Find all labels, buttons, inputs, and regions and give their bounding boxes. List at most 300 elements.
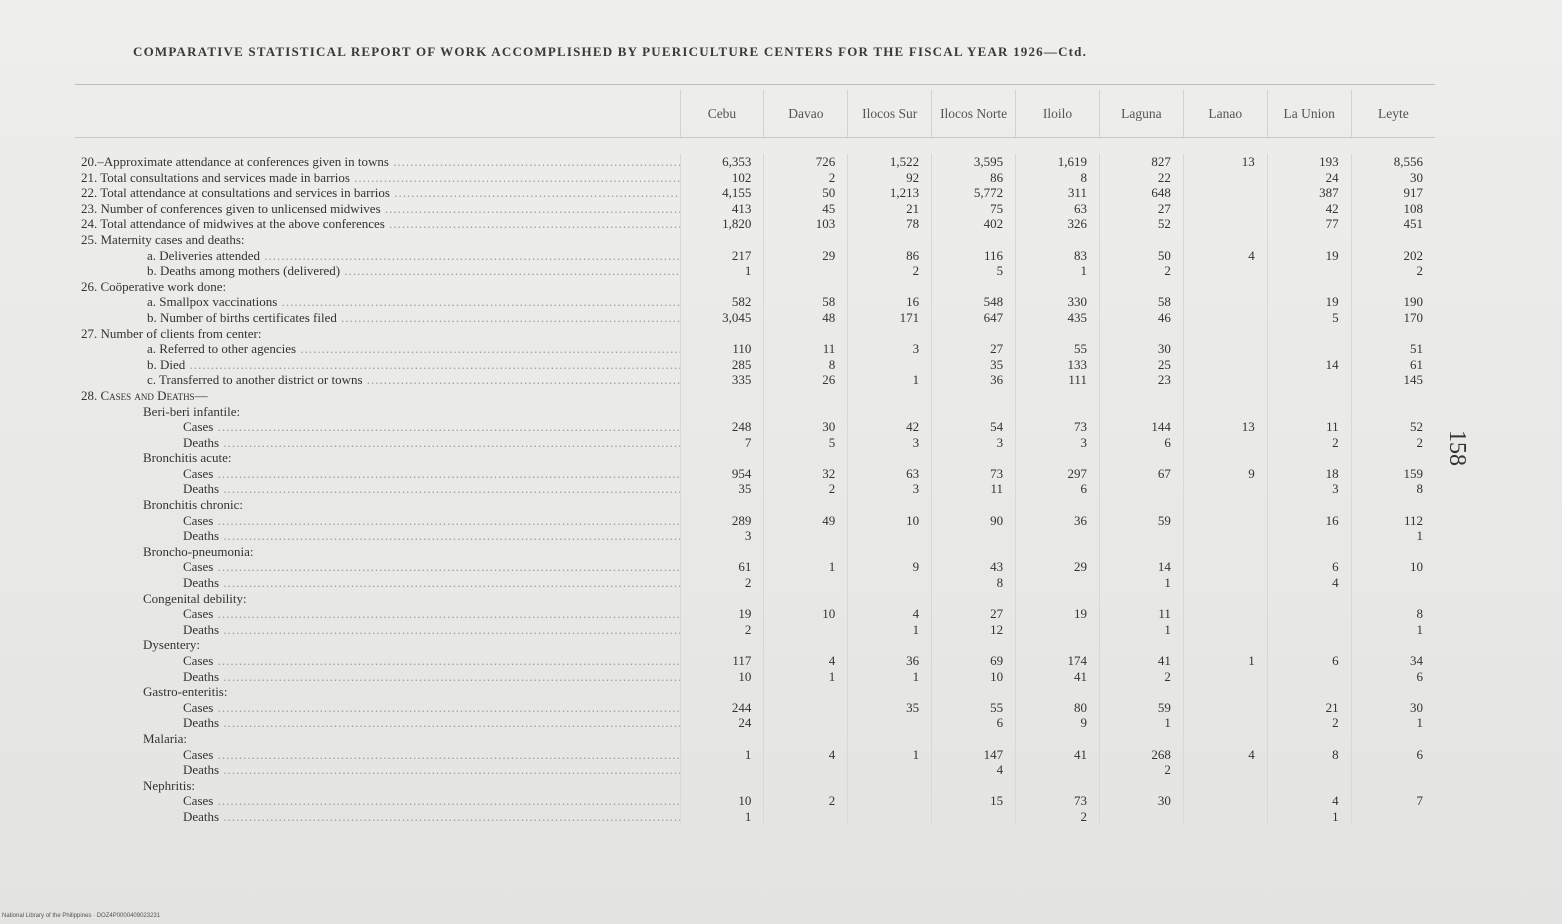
value-cell — [1267, 388, 1351, 404]
value-cell — [1099, 404, 1183, 420]
value-cell: 1 — [1183, 653, 1267, 669]
table-row — [75, 326, 1435, 342]
value-cell — [1351, 684, 1435, 700]
value-cell: 19 — [1016, 606, 1100, 622]
value-cell: 23 — [1099, 372, 1183, 388]
table-row — [75, 793, 1435, 809]
value-cell — [1267, 606, 1351, 622]
row-label-text: Cases ..... — [183, 700, 680, 715]
value-cell — [1016, 326, 1100, 342]
value-cell: 11 — [1267, 419, 1351, 435]
value-cell — [764, 684, 848, 700]
value-cell — [932, 544, 1016, 560]
value-cell: 1 — [848, 669, 932, 685]
value-cell: 14 — [1267, 357, 1351, 373]
row-label-text: a. Smallpox vaccinations ..... — [147, 294, 680, 309]
value-cell: 548 — [932, 294, 1016, 310]
value-cell — [1099, 637, 1183, 653]
value-cell: 50 — [1099, 248, 1183, 264]
value-cell: 19 — [1267, 248, 1351, 264]
value-cell — [848, 715, 932, 731]
table-row — [75, 154, 1435, 170]
value-cell — [1351, 497, 1435, 513]
value-cell — [932, 497, 1016, 513]
value-cell — [1183, 170, 1267, 186]
value-cell — [1016, 232, 1100, 248]
value-cell — [1267, 762, 1351, 778]
row-label — [75, 326, 680, 342]
row-label — [75, 622, 680, 638]
table-row — [75, 559, 1435, 575]
value-cell: 73 — [1016, 419, 1100, 435]
row-label — [75, 591, 680, 607]
row-label-text: Cases ..... — [183, 466, 680, 481]
value-cell — [848, 778, 932, 794]
value-cell: 9 — [1183, 466, 1267, 482]
row-label-text: Cases ..... — [183, 653, 680, 668]
value-cell: 58 — [764, 294, 848, 310]
row-label-text: b. Died ..... — [147, 357, 680, 372]
value-cell — [1016, 497, 1100, 513]
value-cell — [1183, 388, 1267, 404]
value-cell — [680, 762, 764, 778]
value-cell — [848, 497, 932, 513]
table-row — [75, 481, 1435, 497]
value-cell: 29 — [1016, 559, 1100, 575]
row-label-text: Deaths ..... — [183, 575, 680, 590]
table-body — [75, 154, 1435, 825]
table-row — [75, 294, 1435, 310]
value-cell: 61 — [1351, 357, 1435, 373]
value-cell — [932, 778, 1016, 794]
table-row — [75, 248, 1435, 264]
value-cell: 1 — [848, 372, 932, 388]
value-cell — [1016, 622, 1100, 638]
value-cell: 21 — [848, 201, 932, 217]
table-row — [75, 497, 1435, 513]
row-label-text: Gastro-enteritis: — [143, 684, 228, 700]
value-cell: 1 — [848, 622, 932, 638]
value-cell — [1016, 528, 1100, 544]
value-cell — [1351, 778, 1435, 794]
value-cell — [848, 575, 932, 591]
value-cell: 54 — [932, 419, 1016, 435]
value-cell — [1183, 778, 1267, 794]
value-cell — [764, 232, 848, 248]
value-cell: 6,353 — [680, 154, 764, 170]
value-cell: 13 — [1183, 419, 1267, 435]
value-cell: 46 — [1099, 310, 1183, 326]
row-label-text: 25. Maternity cases and deaths: — [81, 231, 245, 247]
value-cell: 244 — [680, 700, 764, 716]
value-cell: 190 — [1351, 294, 1435, 310]
value-cell — [1183, 185, 1267, 201]
value-cell: 42 — [848, 419, 932, 435]
value-cell: 27 — [1099, 201, 1183, 217]
value-cell: 193 — [1267, 154, 1351, 170]
value-cell: 1 — [848, 747, 932, 763]
value-cell — [1267, 622, 1351, 638]
value-cell — [1099, 731, 1183, 747]
row-label — [75, 793, 680, 809]
column-header: Laguna — [1099, 90, 1183, 138]
value-cell: 2 — [764, 481, 848, 497]
value-cell: 73 — [932, 466, 1016, 482]
value-cell: 3,595 — [932, 154, 1016, 170]
value-cell: 335 — [680, 372, 764, 388]
table-row — [75, 684, 1435, 700]
row-label — [75, 201, 680, 217]
value-cell: 12 — [932, 622, 1016, 638]
value-cell — [1351, 388, 1435, 404]
value-cell — [848, 450, 932, 466]
row-label-text: Deaths ..... — [183, 481, 680, 496]
value-cell — [1099, 497, 1183, 513]
table-row — [75, 435, 1435, 451]
row-label-text: Cases ..... — [183, 606, 680, 621]
table-row — [75, 762, 1435, 778]
value-cell — [1016, 404, 1100, 420]
value-cell: 15 — [932, 793, 1016, 809]
value-cell: 3 — [1016, 435, 1100, 451]
value-cell: 268 — [1099, 747, 1183, 763]
row-label — [75, 310, 680, 326]
table-row — [75, 466, 1435, 482]
value-cell: 2 — [1351, 435, 1435, 451]
value-cell — [932, 637, 1016, 653]
value-cell — [680, 232, 764, 248]
value-cell: 41 — [1016, 747, 1100, 763]
value-cell: 11 — [1099, 606, 1183, 622]
value-cell — [932, 809, 1016, 825]
value-cell — [1099, 388, 1183, 404]
value-cell: 2 — [1099, 762, 1183, 778]
value-cell — [848, 357, 932, 373]
value-cell — [764, 544, 848, 560]
value-cell — [1183, 404, 1267, 420]
value-cell: 827 — [1099, 154, 1183, 170]
value-cell — [764, 326, 848, 342]
value-cell: 5,772 — [932, 185, 1016, 201]
value-cell — [680, 404, 764, 420]
value-cell — [1267, 232, 1351, 248]
value-cell: 86 — [932, 170, 1016, 186]
value-cell: 41 — [1016, 669, 1100, 685]
value-cell: 78 — [848, 216, 932, 232]
table-row — [75, 419, 1435, 435]
value-cell — [848, 591, 932, 607]
row-label — [75, 341, 680, 357]
value-cell: 8 — [932, 575, 1016, 591]
value-cell — [932, 731, 1016, 747]
value-cell: 285 — [680, 357, 764, 373]
value-cell — [1099, 809, 1183, 825]
value-cell — [764, 528, 848, 544]
value-cell: 80 — [1016, 700, 1100, 716]
value-cell: 30 — [764, 419, 848, 435]
value-cell: 3,045 — [680, 310, 764, 326]
value-cell: 25 — [1099, 357, 1183, 373]
value-cell: 21 — [1267, 700, 1351, 716]
value-cell: 30 — [1099, 341, 1183, 357]
value-cell: 3 — [848, 435, 932, 451]
row-label-text: Deaths ..... — [183, 809, 680, 824]
value-cell: 27 — [932, 341, 1016, 357]
value-cell — [1183, 715, 1267, 731]
row-label-text: Cases ..... — [183, 559, 680, 574]
value-cell: 4 — [932, 762, 1016, 778]
value-cell: 2 — [680, 575, 764, 591]
value-cell — [848, 762, 932, 778]
value-cell — [1183, 201, 1267, 217]
value-cell: 4 — [764, 747, 848, 763]
value-cell — [1183, 341, 1267, 357]
report-title: COMPARATIVE STATISTICAL REPORT OF WORK ACCOMPLISHED BY PUERICULTURE CENTERS FOR THE FISCAL YEAR 1926—Ctd. — [133, 44, 1088, 59]
value-cell — [1183, 700, 1267, 716]
value-cell — [1351, 637, 1435, 653]
value-cell: 1,619 — [1016, 154, 1100, 170]
table-row — [75, 731, 1435, 747]
row-label — [75, 653, 680, 669]
value-cell — [1267, 591, 1351, 607]
value-cell — [1016, 778, 1100, 794]
value-cell: 73 — [1016, 793, 1100, 809]
value-cell — [1183, 481, 1267, 497]
value-cell — [764, 591, 848, 607]
column-header: Ilocos Norte — [932, 90, 1016, 138]
value-cell: 59 — [1099, 513, 1183, 529]
table-row — [75, 809, 1435, 825]
value-cell: 86 — [848, 248, 932, 264]
table-row — [75, 404, 1435, 420]
value-cell: 2 — [848, 263, 932, 279]
value-cell — [932, 528, 1016, 544]
value-cell: 6 — [1016, 481, 1100, 497]
row-label-text: 20.–Approximate attendance at conferences given in towns ..... — [81, 154, 680, 169]
value-cell — [764, 762, 848, 778]
value-cell — [1267, 669, 1351, 685]
row-label — [75, 372, 680, 388]
value-cell: 954 — [680, 466, 764, 482]
value-cell — [1183, 232, 1267, 248]
value-cell: 1,820 — [680, 216, 764, 232]
value-cell — [932, 684, 1016, 700]
table-row — [75, 700, 1435, 716]
row-label — [75, 388, 680, 404]
value-cell: 330 — [1016, 294, 1100, 310]
value-cell — [680, 326, 764, 342]
value-cell: 147 — [932, 747, 1016, 763]
value-cell: 49 — [764, 513, 848, 529]
row-label-text: Broncho-pneumonia: — [143, 543, 254, 559]
row-label-text: Deaths ..... — [183, 622, 680, 637]
row-label — [75, 778, 680, 794]
value-cell — [764, 637, 848, 653]
row-label-text: 22. Total attendance at consultations and services in barrios ..... — [81, 185, 680, 200]
value-cell — [1267, 326, 1351, 342]
value-cell — [1267, 778, 1351, 794]
value-cell — [1016, 450, 1100, 466]
row-label-text: c. Transferred to another district or towns ..... — [147, 372, 680, 387]
value-cell: 77 — [1267, 216, 1351, 232]
value-cell: 1 — [680, 747, 764, 763]
row-label — [75, 248, 680, 264]
value-cell: 6 — [1267, 653, 1351, 669]
row-label-text: Cases ..... — [183, 747, 680, 762]
value-cell — [764, 715, 848, 731]
value-cell: 92 — [848, 170, 932, 186]
value-cell: 297 — [1016, 466, 1100, 482]
value-cell: 63 — [848, 466, 932, 482]
table-row — [75, 544, 1435, 560]
value-cell: 1 — [1099, 575, 1183, 591]
value-cell — [764, 388, 848, 404]
value-cell — [1267, 341, 1351, 357]
value-cell: 35 — [680, 481, 764, 497]
value-cell — [764, 731, 848, 747]
column-header: La Union — [1267, 90, 1351, 138]
value-cell — [1351, 326, 1435, 342]
value-cell — [1267, 372, 1351, 388]
value-cell — [1183, 310, 1267, 326]
value-cell: 11 — [932, 481, 1016, 497]
value-cell: 8 — [764, 357, 848, 373]
value-cell — [764, 809, 848, 825]
value-cell: 6 — [1351, 747, 1435, 763]
value-cell: 402 — [932, 216, 1016, 232]
value-cell — [1183, 357, 1267, 373]
value-cell — [680, 544, 764, 560]
column-header: Lanao — [1183, 90, 1267, 138]
value-cell: 32 — [764, 466, 848, 482]
value-cell: 133 — [1016, 357, 1100, 373]
value-cell — [1016, 637, 1100, 653]
row-label — [75, 669, 680, 685]
value-cell: 55 — [932, 700, 1016, 716]
table-row — [75, 747, 1435, 763]
value-cell: 2 — [680, 622, 764, 638]
row-label — [75, 154, 680, 170]
value-cell — [932, 388, 1016, 404]
value-cell: 8 — [1351, 606, 1435, 622]
value-cell: 10 — [680, 669, 764, 685]
value-cell — [1267, 279, 1351, 295]
value-cell — [1351, 809, 1435, 825]
value-cell: 6 — [932, 715, 1016, 731]
table-row — [75, 622, 1435, 638]
value-cell: 1 — [1099, 622, 1183, 638]
value-cell: 90 — [932, 513, 1016, 529]
value-cell: 8 — [1351, 481, 1435, 497]
value-cell — [1183, 793, 1267, 809]
value-cell: 1 — [680, 809, 764, 825]
value-cell — [848, 326, 932, 342]
value-cell: 1 — [1267, 809, 1351, 825]
value-cell — [680, 279, 764, 295]
row-label-text: Deaths ..... — [183, 669, 680, 684]
value-cell: 170 — [1351, 310, 1435, 326]
column-header: Davao — [764, 90, 848, 138]
value-cell — [1183, 263, 1267, 279]
value-cell — [1351, 404, 1435, 420]
value-cell — [764, 575, 848, 591]
value-cell — [1183, 528, 1267, 544]
value-cell — [1351, 279, 1435, 295]
value-cell — [1183, 606, 1267, 622]
value-cell: 108 — [1351, 201, 1435, 217]
value-cell: 35 — [848, 700, 932, 716]
value-cell — [1267, 544, 1351, 560]
value-cell — [1099, 591, 1183, 607]
value-cell — [1267, 404, 1351, 420]
row-label-text: 21. Total consultations and services made in barrios ..... — [81, 170, 680, 185]
table-row — [75, 372, 1435, 388]
value-cell: 30 — [1351, 700, 1435, 716]
value-cell — [1183, 216, 1267, 232]
value-cell — [1183, 544, 1267, 560]
value-cell: 647 — [932, 310, 1016, 326]
value-cell: 1 — [764, 669, 848, 685]
value-cell: 11 — [764, 341, 848, 357]
row-label — [75, 357, 680, 373]
table-row — [75, 232, 1435, 248]
value-cell: 110 — [680, 341, 764, 357]
value-cell: 116 — [932, 248, 1016, 264]
value-cell: 8,556 — [1351, 154, 1435, 170]
value-cell — [1183, 622, 1267, 638]
table-row — [75, 637, 1435, 653]
row-label — [75, 684, 680, 700]
table-row — [75, 201, 1435, 217]
value-cell — [1016, 591, 1100, 607]
value-cell: 202 — [1351, 248, 1435, 264]
value-cell: 63 — [1016, 201, 1100, 217]
value-cell — [1016, 731, 1100, 747]
value-cell: 36 — [1016, 513, 1100, 529]
row-label-text: Deaths ..... — [183, 435, 680, 450]
value-cell: 30 — [1351, 170, 1435, 186]
table-row — [75, 575, 1435, 591]
value-cell: 16 — [848, 294, 932, 310]
value-cell: 9 — [848, 559, 932, 575]
value-cell: 18 — [1267, 466, 1351, 482]
value-cell — [1016, 575, 1100, 591]
value-cell: 248 — [680, 419, 764, 435]
row-label — [75, 435, 680, 451]
row-label — [75, 216, 680, 232]
row-label — [75, 700, 680, 716]
table-row — [75, 606, 1435, 622]
value-cell: 2 — [764, 170, 848, 186]
table-row — [75, 263, 1435, 279]
value-cell — [764, 279, 848, 295]
value-cell — [848, 528, 932, 544]
value-cell — [1183, 279, 1267, 295]
value-cell — [1267, 684, 1351, 700]
value-cell — [848, 232, 932, 248]
page-number: 158 — [1444, 430, 1470, 466]
value-cell: 451 — [1351, 216, 1435, 232]
value-cell — [1183, 435, 1267, 451]
table-row — [75, 388, 1435, 404]
value-cell — [932, 326, 1016, 342]
value-cell — [1183, 684, 1267, 700]
table-row — [75, 669, 1435, 685]
value-cell — [848, 731, 932, 747]
value-cell: 3 — [680, 528, 764, 544]
value-cell — [680, 637, 764, 653]
value-cell: 8 — [1016, 170, 1100, 186]
